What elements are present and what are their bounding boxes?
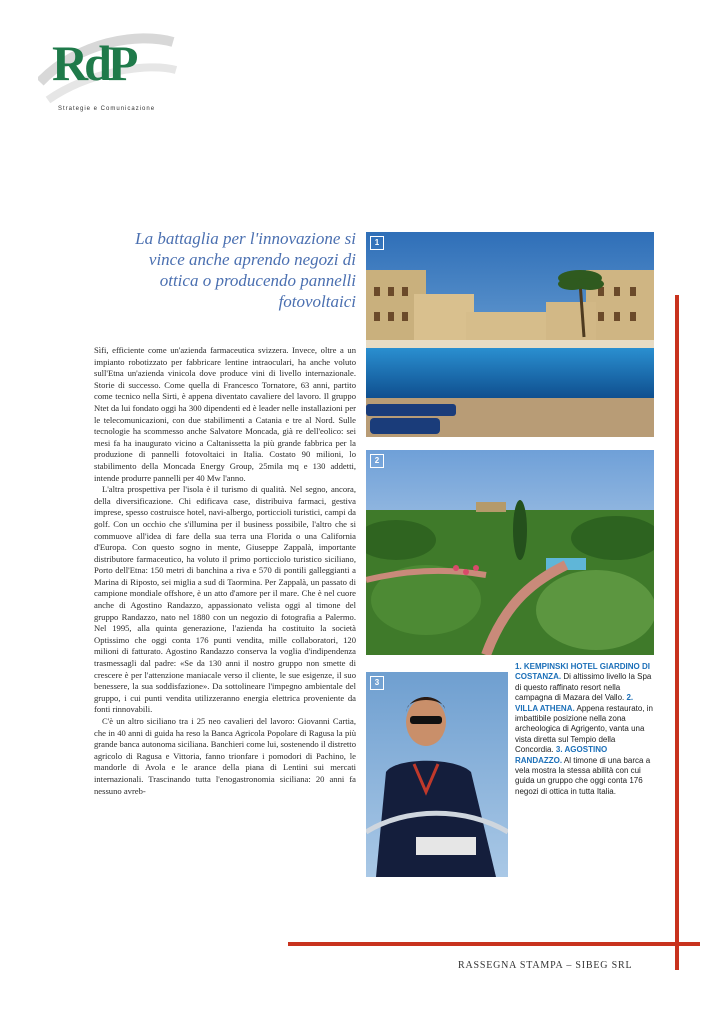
photo-number-badge: 2 <box>370 454 384 468</box>
logo-tagline: Strategie e Comunicazione <box>58 106 156 112</box>
body-paragraph: C'è un altro siciliano tra i 25 neo cavalieri del lavoro: Giovanni Cartia, che in 40 anni di guida ha reso la Banca Agricola Popolare di Ragusa la più grande banca autonoma siciliana. Banchieri come lui, sostenendo il distretto agricolo di Ragusa e Vittoria, fanno trionfare i pomodori di Pachino, le mandorle di Avola e le arance della piana di Lentini sui mercati internazionali. Trascinando tutta l'enogastronomia siciliana: 20 anni fa nessuno avreb- <box>94 716 356 796</box>
caption-title: 1. KEMPINSKI HOTEL GIARDINO DI COSTANZA. <box>515 662 650 682</box>
photo-captions <box>515 662 655 797</box>
red-frame-horizontal-line <box>288 942 700 946</box>
caption-title: 2. VILLA ATHENA. <box>515 693 634 713</box>
article-headline: La battaglia per l'innovazione si vince anche aprendo negozi di ottica o producendo pannelli fotovoltaici <box>135 229 356 311</box>
villa-garden-image <box>366 450 654 655</box>
page-footer: RASSEGNA STAMPA – SIBEG SRL <box>458 960 633 971</box>
article-body <box>94 345 356 797</box>
photo-villa-athena <box>366 450 654 655</box>
photo-agostino-randazzo <box>366 672 508 877</box>
body-paragraph: L'altra prospettiva per l'isola è il turismo di qualità. Nel segno, ancora, della diversificazione. Chi edificava case, distribuiva farmaci, gestiva imprese, spesso costruisce hotel, navi-albergo, porticcioli turistici, campi da golf. Con un occhio che s'illumina per il business possibile, l'altro che si commuove all'idea di fare della sua terra una Florida o una California d'Europa. Con questo sogno in mente, Giuseppe Zappalà, importante distributore farmaceutico, ha voluto il primo porticciolo turistico siciliano, Porto dell'Etna: 150 metri di banchina a riva e 570 di pontili galleggianti a Marina di Riposto, sei miglia a sud di Taormina. Per Zappalà, un passato di campione mondiale offshore, è un atto d'amore per il mare. Che è nel cuore anche di Agostino Randazzo, appassionato velista oggi al timone del gruppo Randazzo, nato nel 1880 con un negozio di fotografia a Palermo. Nel 1995, alla quinta generazione, l'azienda ha costituito la società Optissimo che oggi conta 176 punti vendita, mille collaboratori, 120 milioni di fatturato. Agostino Randazzo conserva la voglia d'indipendenza trasmessagli dal padre: «Se da 130 anni il nostro gruppo non smette di crescere è per l'attenzione maniacale verso il cliente, le sue esigenze, il suo benessere, la sua soddisfazione». Da sottolineare l'impegno ambientale del gruppo, i cui punti vendita utilizzeranno energia elettrica proveniente da fonti rinnovabili. <box>94 484 356 715</box>
caption-text: Al timone di una barca a vela mostra la stessa abilità con cui guida un gruppo che oggi conta 176 negozi di ottica in tutta Italia. <box>515 755 651 796</box>
hotel-pool-image <box>366 232 654 437</box>
caption-title: 3. AGOSTINO RANDAZZO. <box>515 745 608 765</box>
body-paragraph: Sìfi, efficiente come un'azienda farmaceutica svizzera. Invece, oltre a un impianto robotizzato per fabbricare lentine intraoculari, ha anche voluto sull'Etna un'azienda vinicola dove produce vini di livello internazionale. Storie di successo. Come quella di Francesco Tornatore, 63 anni, partito come tecnico nella Sirti, è appena diventato cavaliere del lavoro. Il gruppo Ntet da lui fondato oggi ha 300 dipendenti ed è leader nelle installazioni per le telecomunicazioni, con due stabilimenti a Catania e tre al Nord. Sulle tecnologie ha scommesso anche Salvatore Moncada, già re dell'eolico: sei mesi fa ha inaugurato vicino a Caltanissetta la più grande fabbrica per la produzione di pannelli fotovoltaici in Italia. Costato 90 milioni, lo stabilimento della Moncada Energy Group, 25mila mq e 130 addetti, intende produrre pannelli per 40 Mw l'anno. <box>94 345 356 483</box>
randazzo-portrait-image <box>366 672 508 877</box>
photo-kempinski-hotel <box>366 232 654 437</box>
caption-text: Appena restaurato, in imbattibile posizione nella zona archeologica di Agrigento, vanta una vista diretta sul Tempio della Concordia. <box>515 703 653 755</box>
photo-number-badge: 3 <box>370 676 384 690</box>
photo-number-badge: 1 <box>370 236 384 250</box>
caption-text: Di altissimo livello la Spa di questo raffinato resort nella campagna di Mazara del Vallo. <box>515 672 652 703</box>
logo-letters: RdP <box>52 35 135 91</box>
rdp-logo <box>38 22 178 112</box>
red-frame-vertical-line <box>675 295 679 970</box>
